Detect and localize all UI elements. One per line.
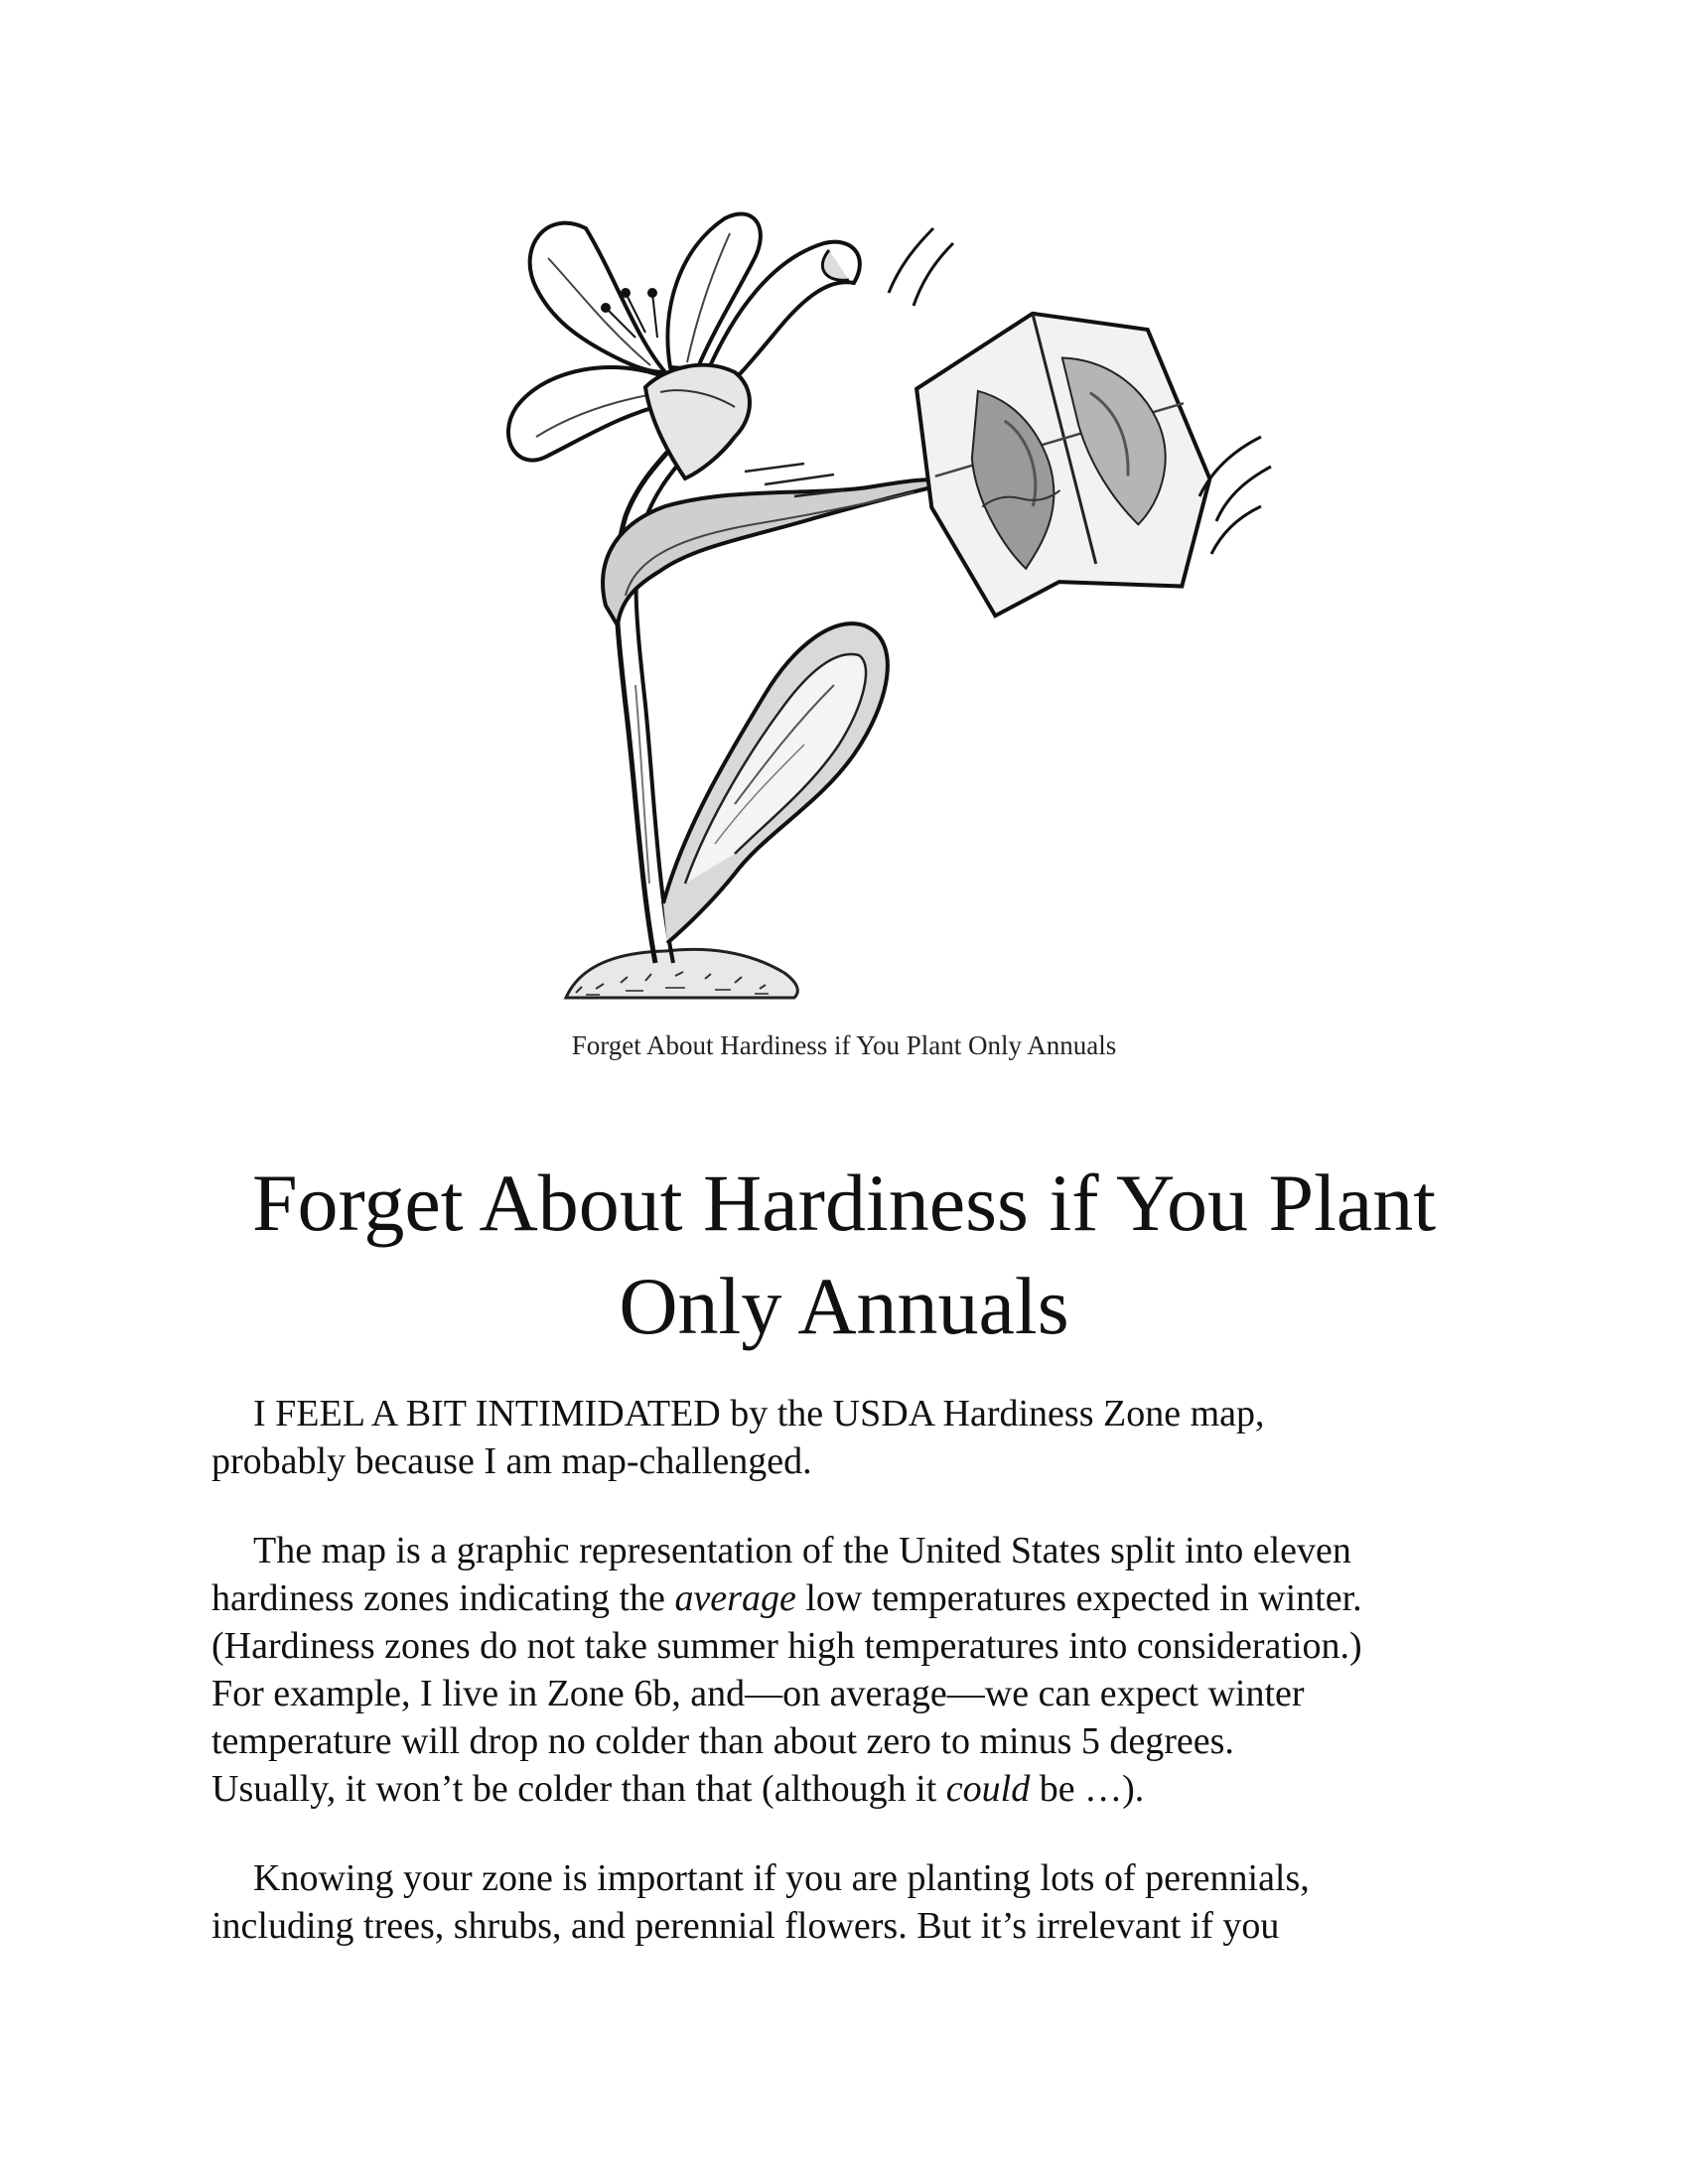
windswept-leaf: [603, 464, 953, 625]
paragraph-3-line-2: including trees, shrubs, and perennial flowers. But it’s irrelevant if you: [211, 1905, 1280, 1947]
paragraph-1-line-2: probably because I am map-challenged.: [211, 1440, 812, 1482]
paragraph-1-lead-caps: I FEEL A BIT INTIMIDATED: [253, 1393, 721, 1434]
paragraph-2: [211, 1527, 1502, 1813]
paragraph-1: [211, 1390, 1502, 1485]
paragraph-2-line-1: The map is a graphic representation of the United States split into eleven: [253, 1530, 1351, 1571]
paragraph-2-line-2-end: low temperatures expected in winter.: [795, 1577, 1362, 1619]
paragraph-2-line-2-start: hardiness zones indicating the: [211, 1577, 675, 1619]
body-text: [211, 1390, 1502, 1991]
figure-caption: Forget About Hardiness if You Plant Only Annuals: [571, 1030, 1117, 1060]
paragraph-2-line-3: (Hardiness zones do not take summer high temperatures into consideration.): [211, 1625, 1362, 1667]
emphasis-could: could: [945, 1768, 1031, 1810]
title-line-1: Forget About Hardiness if You Plant: [251, 1158, 1437, 1248]
illustration-svg: [437, 189, 1311, 1032]
emphasis-average: average: [674, 1577, 796, 1619]
page-title: [149, 1152, 1539, 1358]
paragraph-2-line-6-end: be …).: [1030, 1768, 1145, 1810]
paragraph-1-line-1-rest: by the USDA Hardiness Zone map,: [720, 1393, 1265, 1434]
paragraph-2-line-6-start: Usually, it won’t be colder than that (although it: [211, 1768, 946, 1810]
lily-flower-icon: [508, 214, 860, 478]
paragraph-3-line-1: Knowing your zone is important if you are planting lots of perennials,: [253, 1857, 1310, 1899]
ground-mound: [566, 949, 797, 998]
title-line-2: Only Annuals: [619, 1261, 1069, 1351]
illustration-lily-and-map: [437, 189, 1311, 1032]
paragraph-2-line-4: For example, I live in Zone 6b, and—on average—we can expect winter: [211, 1673, 1305, 1714]
paragraph-3: [211, 1854, 1502, 1950]
folded-map-icon: [897, 285, 1230, 634]
leaf-loop: [663, 623, 888, 943]
paragraph-2-line-5: temperature will drop no colder than about zero to minus 5 degrees.: [211, 1720, 1234, 1762]
